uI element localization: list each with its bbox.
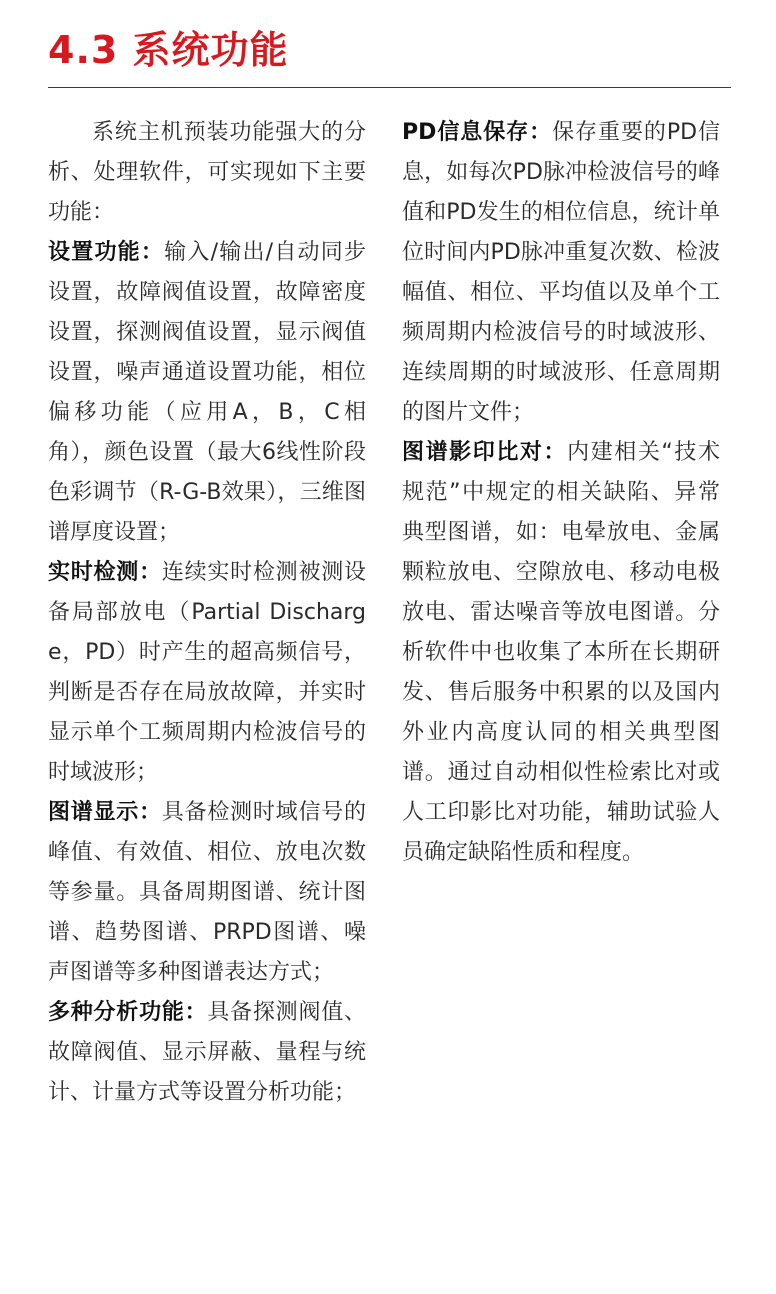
spectrum-display-text: 具备检测时域信号的峰值、有效值、相位、放电次数等参量。具备周期图谱、统计图谱、趋势图谱、PRPD图谱、噪声图谱等多种图谱表达方式； xyxy=(48,800,366,985)
analysis-function-text: 具备探测阀值、故障阀值、显示屏蔽、量程与统计、计量方式等设置分析功能； xyxy=(48,1000,366,1105)
settings-function-paragraph xyxy=(48,233,366,553)
spectrum-display-paragraph xyxy=(48,793,366,993)
right-column xyxy=(402,113,720,873)
intro-paragraph: 系统主机预装功能强大的分析、处理软件，可实现如下主要功能： xyxy=(48,120,366,225)
title-divider xyxy=(48,87,731,88)
pd-info-save-text: 保存重要的PD信息，如每次PD脉冲检波信号的峰值和PD发生的相位信息，统计单位时间内PD脉冲重复次数、检波幅值、相位、平均值以及单个工频周期内检波信号的时域波形、连续周期的时域波形、任意周期的图片文件； xyxy=(402,120,720,425)
section-title: 4.3 系统功能 xyxy=(48,28,289,72)
left-column xyxy=(48,113,366,1113)
spectrum-display-heading: 图谱显示： xyxy=(48,800,162,825)
pd-info-save-heading: PD信息保存： xyxy=(402,120,553,145)
spectrum-compare-heading: 图谱影印比对： xyxy=(402,440,568,465)
realtime-detection-text: 连续实时检测被测设备局部放电（Partial Discharge，PD）时产生的超高频信号，判断是否存在局放故障，并实时显示单个工频周期内检波信号的时域波形； xyxy=(48,560,366,785)
analysis-function-paragraph xyxy=(48,993,366,1113)
realtime-detection-heading: 实时检测： xyxy=(48,560,162,585)
spectrum-compare-text: 内建相关“技术规范”中规定的相关缺陷、异常典型图谱，如：电晕放电、金属颗粒放电、空隙放电、移动电极放电、雷达噪音等放电图谱。分析软件中也收集了本所在长期研发、售后服务中积累的以及国内外业内高度认同的相关典型图谱。通过自动相似性检索比对或人工印影比对功能，辅助试验人员确定缺陷性质和程度。 xyxy=(402,440,720,865)
settings-function-heading: 设置功能： xyxy=(48,240,165,265)
pd-info-save-paragraph xyxy=(402,113,720,433)
analysis-function-heading: 多种分析功能： xyxy=(48,1000,208,1025)
settings-function-text: 输入/输出/自动同步设置，故障阀值设置，故障密度设置，探测阀值设置，显示阀值设置，噪声通道设置功能，相位偏移功能（应用A，B，C相角），颜色设置（最大6线性阶段色彩调节（R-G-B效果），三维图谱厚度设置； xyxy=(48,240,366,545)
realtime-detection-paragraph xyxy=(48,553,366,793)
spectrum-compare-paragraph xyxy=(402,433,720,873)
